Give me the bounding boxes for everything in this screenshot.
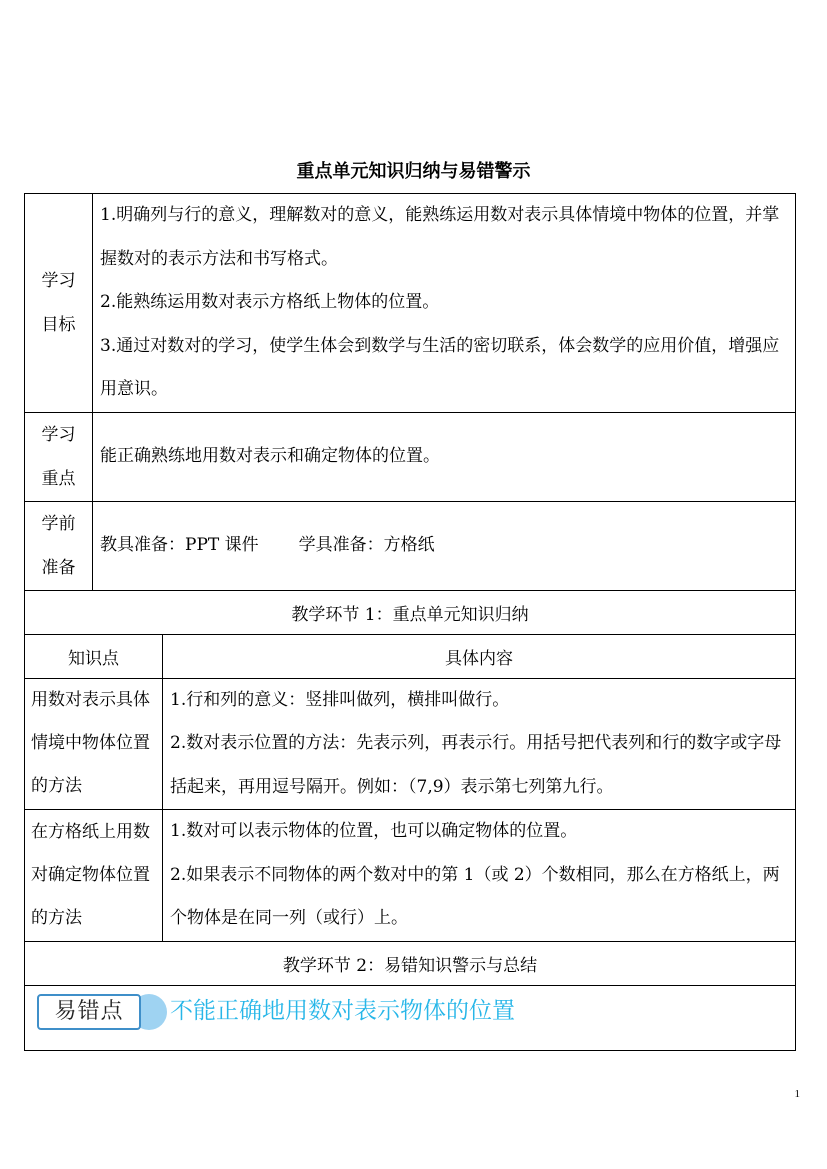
section2-heading: 教学环节 2：易错知识警示与总结 [25, 941, 796, 985]
goals-content [93, 194, 796, 413]
goals-label: 学习 目标 [25, 194, 93, 413]
goal-line: 1.明确列与行的意义，理解数对的意义，能熟练运用数对表示具体情境中物体的位置，并掌握数对的表示方法和书写格式。 [100, 205, 780, 269]
focus-row [25, 412, 796, 501]
mistake-text: 不能正确地用数对表示物体的位置 [170, 998, 515, 1024]
goal-line: 3.通过对数对的学习，使学生体会到数学与生活的密切联系，体会数学的应用价值，增强应用意识。 [100, 335, 780, 399]
page-number: 1 [794, 1088, 800, 1100]
knowledge-point: 在方格纸上用数对确定物体位置的方法 [25, 810, 163, 942]
focus-content: 能正确熟练地用数对表示和确定物体的位置。 [93, 412, 796, 501]
knowledge-content: 1.数对可以表示物体的位置，也可以确定物体的位置。 2.如果表示不同物体的两个数对中的第 1（或 2）个数相同，那么在方格纸上，两个物体是在同一列（或行）上。 [163, 810, 796, 942]
badge-label: 易错点 [37, 994, 141, 1030]
point-header: 知识点 [25, 634, 163, 678]
goal-line: 2.能熟练运用数对表示方格纸上物体的位置。 [100, 292, 440, 312]
content-header: 具体内容 [163, 634, 796, 678]
focus-label: 学习 重点 [25, 412, 93, 501]
knowledge-point: 用数对表示具体情境中物体位置的方法 [25, 678, 163, 810]
knowledge-row [25, 678, 796, 810]
teacher-prep: 教具准备：PPT 课件 [100, 534, 259, 555]
section1-heading: 教学环节 1：重点单元知识归纳 [25, 590, 796, 634]
section2-row [25, 941, 796, 985]
prep-label: 学前 准备 [25, 501, 93, 590]
lesson-table [24, 193, 796, 1051]
prep-row [25, 501, 796, 590]
student-prep: 学具准备：方格纸 [298, 534, 435, 555]
table-header-row [25, 634, 796, 678]
mistake-badge [37, 994, 165, 1030]
prep-content [93, 501, 796, 590]
page-title: 重点单元知识归纳与易错警示 [296, 161, 531, 182]
knowledge-content: 1.行和列的意义：竖排叫做列，横排叫做行。 2.数对表示位置的方法：先表示列，再表示行。用括号把代表列和行的数字或字母括起来，再用逗号隔开。例如：（7,9）表示第七列第九行。 [163, 678, 796, 810]
section1-row [25, 590, 796, 634]
goals-row [25, 194, 796, 413]
knowledge-row [25, 810, 796, 942]
